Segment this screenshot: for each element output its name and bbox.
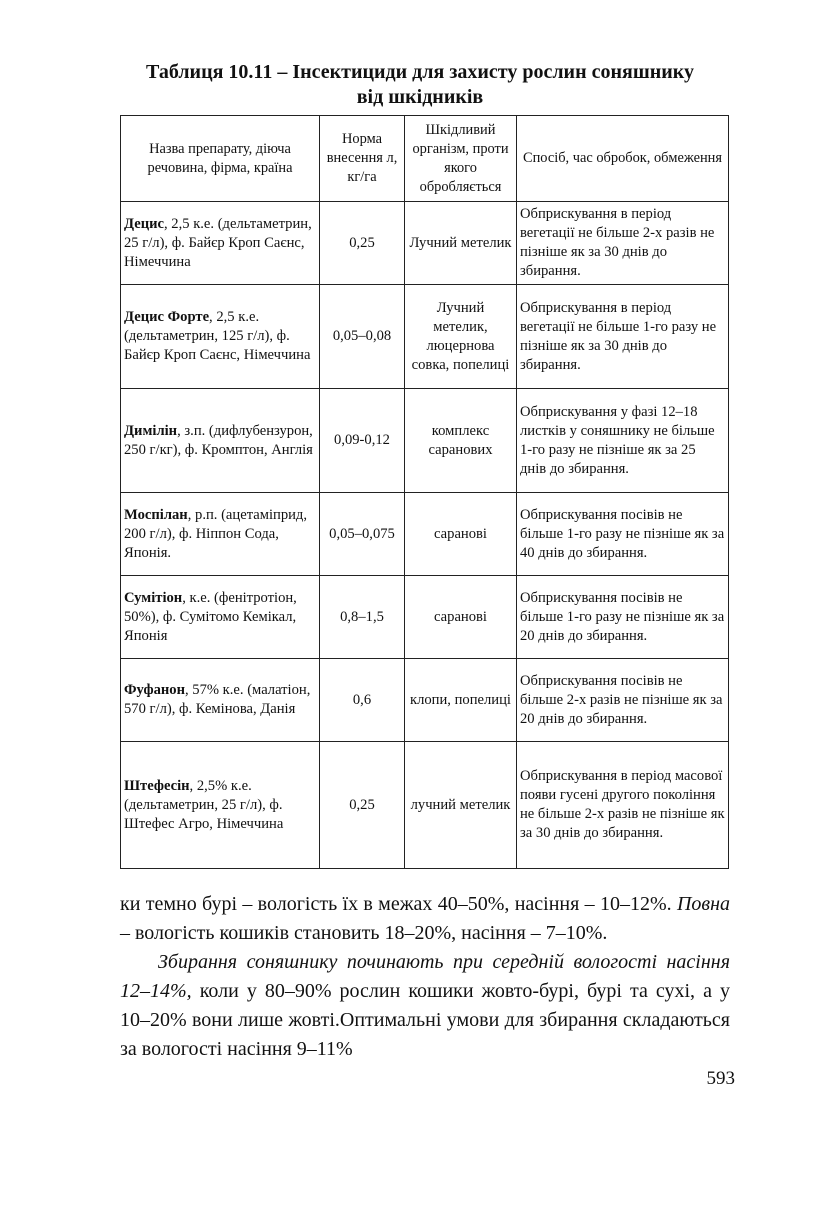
cell-method: Обприскування у фазі 12–18 листків у соняшнику не більше 1-го разу не пізніше як за 25 днів до збирання. xyxy=(517,389,729,493)
table-row xyxy=(121,742,729,869)
cell-product xyxy=(121,285,320,389)
cell-method: Обприскування в період вегетації не більше 2-х разів не пізніше як за 30 днів до збирання. xyxy=(517,202,729,285)
page-number: 593 xyxy=(706,1068,735,1089)
cell-rate: 0,09-0,12 xyxy=(320,389,405,493)
cell-method: Обприскування посівів не більше 2-х разів не пізніше як за 20 днів до збирання. xyxy=(517,659,729,742)
product-name: Моспілан xyxy=(124,506,188,523)
text-line: ки темно бурі – вологість їх в межах 40–50%, насіння – 10–12%. xyxy=(120,893,672,915)
cell-pest: саранові xyxy=(405,576,517,659)
text-line: – вологість кошиків становить 18–20%, насіння – 7–10%. xyxy=(120,922,608,944)
table-row xyxy=(121,202,729,285)
table-header-row xyxy=(121,116,729,202)
cell-pest: саранові xyxy=(405,493,517,576)
cell-method: Обприскування в період масової появи гусені другого покоління не більше 2-х разів не пізніше як за 30 днів до збирання. xyxy=(517,742,729,869)
cell-method: Обприскування посівів не більше 1-го разу не пізніше як за 40 днів до збирання. xyxy=(517,493,729,576)
cell-pest: клопи, попелиці xyxy=(405,659,517,742)
table-caption xyxy=(100,60,740,110)
product-name: Децис Форте xyxy=(124,309,210,325)
paragraph-harvest xyxy=(120,948,730,1064)
cell-rate: 0,25 xyxy=(320,202,405,285)
cell-rate: 0,8–1,5 xyxy=(320,576,405,659)
cell-pest: Лучний метелик xyxy=(405,202,517,285)
harvest-start-emphasis: Збирання соняшнику починають при середній вологості насіння 12–14%, xyxy=(120,951,730,1002)
term-full-maturity: Повна xyxy=(676,893,730,915)
product-name: Димілін xyxy=(124,422,178,439)
header-cell-rate: Норма внесення л, кг/га xyxy=(320,116,405,202)
cell-rate: 0,25 xyxy=(320,742,405,869)
product-name: Децис xyxy=(124,215,164,232)
cell-rate: 0,6 xyxy=(320,659,405,742)
header-cell-pest: Шкідливий організм, проти якого обробляється xyxy=(405,116,517,202)
header-cell-method: Спосіб, час обробок, обмеження xyxy=(517,116,729,202)
product-name: Сумітіон xyxy=(124,589,183,606)
paragraph-maturity xyxy=(120,890,730,948)
table-row xyxy=(121,659,729,742)
product-details: , 57% к.е. (малатіон, 570 г/л), ф. Кемінова, Данія xyxy=(124,682,311,717)
product-name: Штефесін xyxy=(124,777,190,794)
table-row xyxy=(121,493,729,576)
cell-product xyxy=(121,202,320,285)
cell-product xyxy=(121,742,320,869)
product-details: , к.е. (фенітротіон, 50%), ф. Сумітомо Кемікал, Японія xyxy=(124,589,297,644)
cell-pest: Лучний метелик, люцернова совка, попелиці xyxy=(405,285,517,389)
cell-product xyxy=(121,576,320,659)
table-row xyxy=(121,389,729,493)
cell-product xyxy=(121,389,320,493)
text-line: коли у 80–90% рослин кошики жовто-бурі, бурі та сухі, а у 10–20% вони лише жовті.Оптимальні умови для збирання складаються за вологості насіння 9–11% xyxy=(120,980,730,1060)
cell-rate: 0,05–0,075 xyxy=(320,493,405,576)
body-text xyxy=(120,890,730,1064)
cell-pest: лучний метелик xyxy=(405,742,517,869)
cell-product xyxy=(121,493,320,576)
product-details: , 2,5% к.е. (дельтаметрин, 25 г/л), ф. Штефес Агро, Німеччина xyxy=(124,777,284,832)
product-details: , з.п. (дифлубензурон, 250 г/кг), ф. Кромптон, Англія xyxy=(124,422,313,458)
product-name: Фуфанон xyxy=(124,682,185,698)
insecticides-table xyxy=(120,115,729,869)
header-cell-name: Назва препарату, діюча речовина, фірма, країна xyxy=(121,116,320,202)
table-caption-line-2: від шкідників xyxy=(356,86,484,108)
cell-method: Обприскування в період вегетації не більше 1-го разу не пізніше як за 30 днів до збирання. xyxy=(517,285,729,389)
table-row xyxy=(121,285,729,389)
cell-pest: комплекс саранових xyxy=(405,389,517,493)
product-details: , 2,5 к.е. (дельтаметрин, 125 г/л), ф. Байєр Кроп Саєнс, Німеччина xyxy=(124,309,311,363)
product-details: , 2,5 к.е. (дельтаметрин, 25 г/л), ф. Байєр Кроп Саєнс, Німеччина xyxy=(124,215,312,270)
table-row xyxy=(121,576,729,659)
cell-rate: 0,05–0,08 xyxy=(320,285,405,389)
cell-product xyxy=(121,659,320,742)
table-caption-line-1: Таблиця 10.11 – Інсектициди для захисту рослин соняшнику xyxy=(145,61,694,83)
cell-method: Обприскування посівів не більше 1-го разу не пізніше як за 20 днів до збирання. xyxy=(517,576,729,659)
product-details: , р.п. (ацетаміприд, 200 г/л), ф. Ніппон Сода, Японія. xyxy=(124,506,308,561)
